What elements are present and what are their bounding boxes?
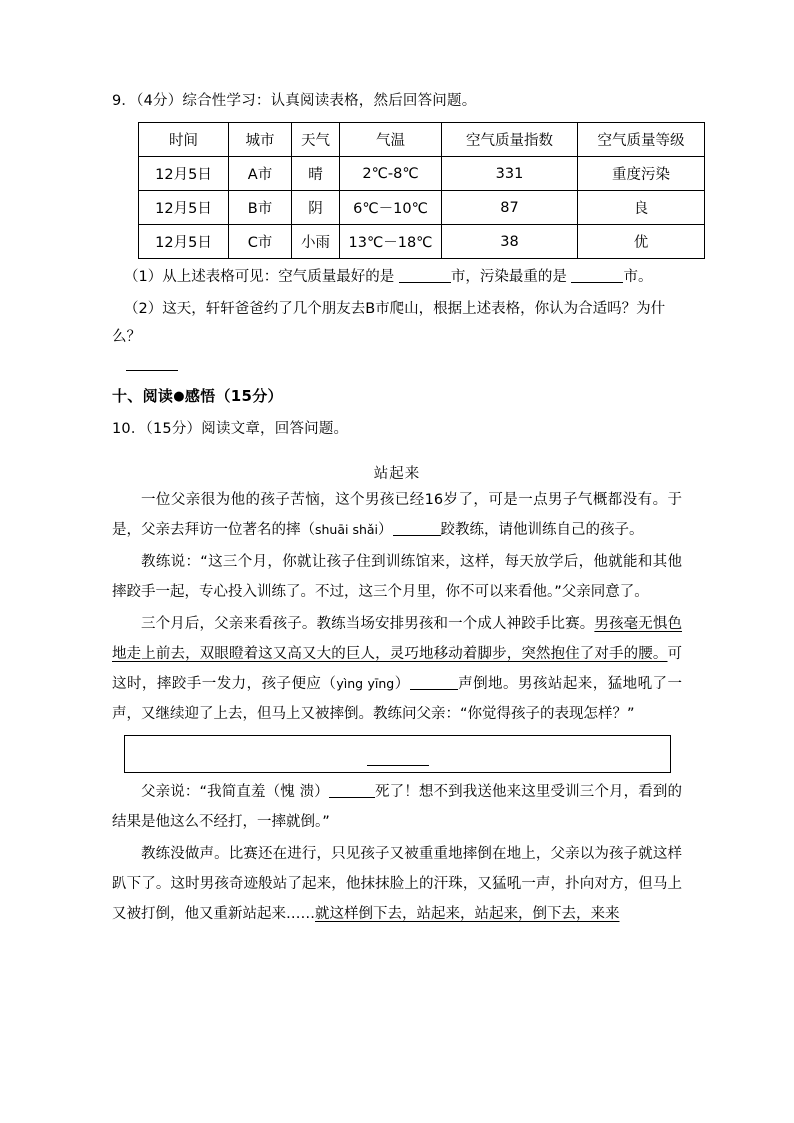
cell-aqi: 87 bbox=[442, 191, 578, 225]
pinyin-ying-ying: yìng yīng bbox=[336, 676, 395, 691]
article-paragraph-1 bbox=[112, 485, 682, 545]
article-title: 站起来 bbox=[373, 466, 421, 482]
answer-blank-pinyin-2[interactable] bbox=[410, 689, 458, 690]
paragraph-text: 一位父亲很为他的孩子苦恼，这个男孩已经16岁了，可是一点男子气概都没有。于是，父亲去拜访一位著名的摔（ bbox=[112, 492, 682, 538]
section-heading-suffix: 感悟（15分） bbox=[184, 387, 283, 405]
answer-box-rule[interactable] bbox=[367, 765, 429, 766]
paragraph-text: 声倒地。男孩站起来，猛地吼了一声，又继续迎了上去，但马上又被摔倒。教练问父亲：“你觉得孩子的表现怎样？” bbox=[112, 676, 683, 722]
sub-1-text-a: 从上述表格可见：空气质量最好的是 bbox=[162, 269, 395, 285]
paragraph-text: 可这时，摔跤手一发力，孩子便应（ bbox=[112, 646, 682, 692]
cell-level: 良 bbox=[578, 191, 705, 225]
column-header-city: 城市 bbox=[229, 123, 292, 157]
cell-temperature: 2℃-8℃ bbox=[340, 157, 442, 191]
cell-weather: 小雨 bbox=[292, 225, 340, 259]
question-9-sub-2 bbox=[112, 295, 682, 351]
cell-level: 优 bbox=[578, 225, 705, 259]
article-paragraph-5 bbox=[112, 839, 682, 929]
paragraph-text: 三个月后，父亲来看孩子。教练当场安排男孩和一个成人神跤手比赛。 bbox=[141, 616, 595, 632]
cell-weather: 阴 bbox=[292, 191, 340, 225]
table-row bbox=[139, 225, 705, 259]
question-9-prompt: 9．（4分）综合性学习：认真阅读表格，然后回答问题。 bbox=[112, 93, 477, 109]
paragraph-text: 死了！想不到我送他来这里受训三个月，看到的结果是他这么不经打，一摔就倒。” bbox=[112, 784, 682, 830]
column-header-time: 时间 bbox=[139, 123, 229, 157]
paragraph-text: ） bbox=[394, 676, 410, 692]
section-heading bbox=[112, 385, 682, 406]
table-row bbox=[139, 191, 705, 225]
underlined-sentence-2: 就这样倒下去，站起来，站起来，倒下去，来来 bbox=[315, 906, 620, 922]
cell-time: 12月5日 bbox=[139, 225, 229, 259]
bullet-dot-icon: ● bbox=[173, 389, 185, 404]
air-quality-table bbox=[138, 122, 705, 259]
paragraph-text: 教练说：“这三个月，你就让孩子住到训练馆来，这样，每天放学后，他就能和其他摔跤手一起，专心投入训练了。不过，这三个月里，你不可以来看他。”父亲同意了。 bbox=[112, 554, 682, 600]
question-9-sub-1 bbox=[112, 263, 682, 291]
cell-aqi: 331 bbox=[442, 157, 578, 191]
column-header-weather: 天气 bbox=[292, 123, 340, 157]
sub-1-label: （1） bbox=[124, 269, 163, 285]
answer-blank-worst-city[interactable] bbox=[571, 282, 623, 283]
article-paragraph-4 bbox=[112, 777, 682, 837]
sub-1-text-c: 市。 bbox=[623, 269, 653, 285]
page-content bbox=[112, 88, 685, 929]
answer-rule-sub-2[interactable] bbox=[126, 369, 178, 371]
section-heading-prefix: 十、阅读 bbox=[112, 387, 174, 405]
cell-time: 12月5日 bbox=[139, 191, 229, 225]
cell-city: C市 bbox=[229, 225, 292, 259]
cell-time: 12月5日 bbox=[139, 157, 229, 191]
cell-city: B市 bbox=[229, 191, 292, 225]
pinyin-shuai-shai: shuāi shǎi bbox=[315, 522, 379, 537]
answer-blank-pinyin-1[interactable] bbox=[393, 535, 441, 536]
article-paragraph-3 bbox=[112, 609, 682, 729]
answer-blank-character-choice[interactable] bbox=[329, 797, 375, 798]
paragraph-text: 跤教练，请他训练自己的孩子。 bbox=[440, 522, 644, 538]
answer-blank-best-city[interactable] bbox=[399, 282, 451, 283]
cell-temperature: 13℃－18℃ bbox=[340, 225, 442, 259]
table-header-row bbox=[139, 123, 705, 157]
answer-box[interactable] bbox=[124, 735, 671, 773]
sub-2-label: （2） bbox=[124, 301, 163, 317]
underlined-sentence-1: 男孩毫无惧色地走上前去，双眼瞪着这又高又大的巨人，灵巧地移动着脚步，突然抱住了对手的腰。 bbox=[112, 616, 682, 662]
cell-temperature: 6℃－10℃ bbox=[340, 191, 442, 225]
sub-1-text-b: 市，污染最重的是 bbox=[450, 269, 567, 285]
paragraph-text: 父亲说：“我简直羞（愧 溃） bbox=[141, 784, 329, 800]
paragraph-text: 教练没做声。比赛还在进行，只见孩子又被重重地摔倒在地上，父亲以为孩子就这样趴下了。这时男孩奇迹般站了起来，他抹抹脸上的汗珠，又猛吼一声，扑向对方，但马上又被打倒，他又重新站起来…… bbox=[112, 846, 682, 922]
column-header-aqi: 空气质量指数 bbox=[442, 123, 578, 157]
cell-level: 重度污染 bbox=[578, 157, 705, 191]
cell-weather: 晴 bbox=[292, 157, 340, 191]
article-paragraph-2 bbox=[112, 547, 682, 607]
cell-city: A市 bbox=[229, 157, 292, 191]
column-header-temperature: 气温 bbox=[340, 123, 442, 157]
paragraph-text: ） bbox=[378, 522, 393, 538]
question-10-prompt: 10．（15分）阅读文章，回答问题。 bbox=[112, 421, 349, 437]
table-row bbox=[139, 157, 705, 191]
column-header-level: 空气质量等级 bbox=[578, 123, 705, 157]
sub-2-text: 这天，轩轩爸爸约了几个朋友去B市爬山，根据上述表格，你认为合适吗？为什么？ bbox=[112, 301, 666, 345]
cell-aqi: 38 bbox=[442, 225, 578, 259]
